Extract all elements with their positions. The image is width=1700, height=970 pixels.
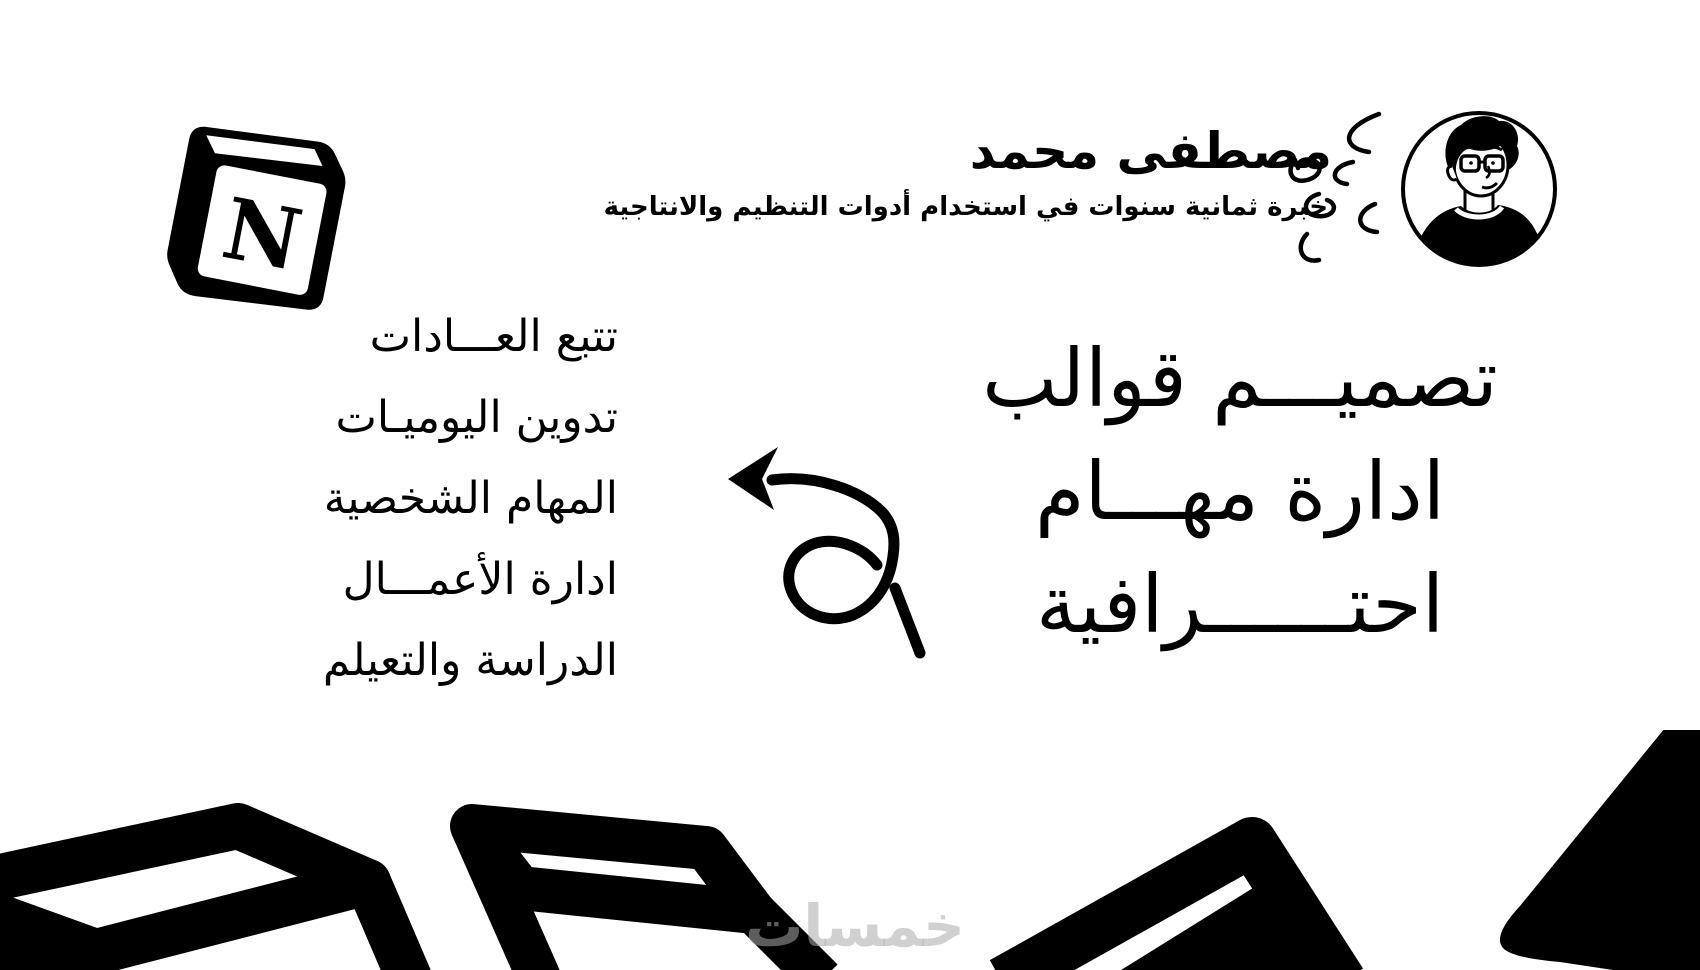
splash-icon <box>1283 108 1408 273</box>
avatar <box>1398 108 1560 270</box>
headline-line: احتــــــرافية <box>1035 558 1445 651</box>
headline-line: تصميـــم قوالب <box>982 332 1498 425</box>
notion-cube-logo <box>148 110 353 318</box>
notion-cube-icon <box>148 110 353 318</box>
watermark: خمسات <box>745 892 965 960</box>
service-item: الدراسة والتعيلم <box>322 635 618 686</box>
curved-arrow-icon <box>698 438 943 723</box>
service-item: المهام الشخصية <box>323 473 618 524</box>
avatar-illustration <box>1398 108 1560 270</box>
cube-left <box>0 826 410 970</box>
profile-name: مصطفى محمد <box>969 122 1332 180</box>
service-item: تتبع العـــادات <box>369 311 618 362</box>
cube-right <box>1002 842 1342 970</box>
service-item: ادارة الأعمـــال <box>342 554 618 605</box>
headline-line: ادارة مهـــام <box>1035 445 1445 538</box>
service-item: تدوين اليوميـات <box>335 392 618 443</box>
headline <box>950 322 1530 661</box>
diagonal-stroke <box>1500 730 1700 970</box>
services-list <box>198 296 618 701</box>
logo-letter: N <box>215 178 310 291</box>
profile-tagline: خبرة ثمانية سنوات في استخدام أدوات التنظيم والانتاجية <box>603 192 1328 222</box>
